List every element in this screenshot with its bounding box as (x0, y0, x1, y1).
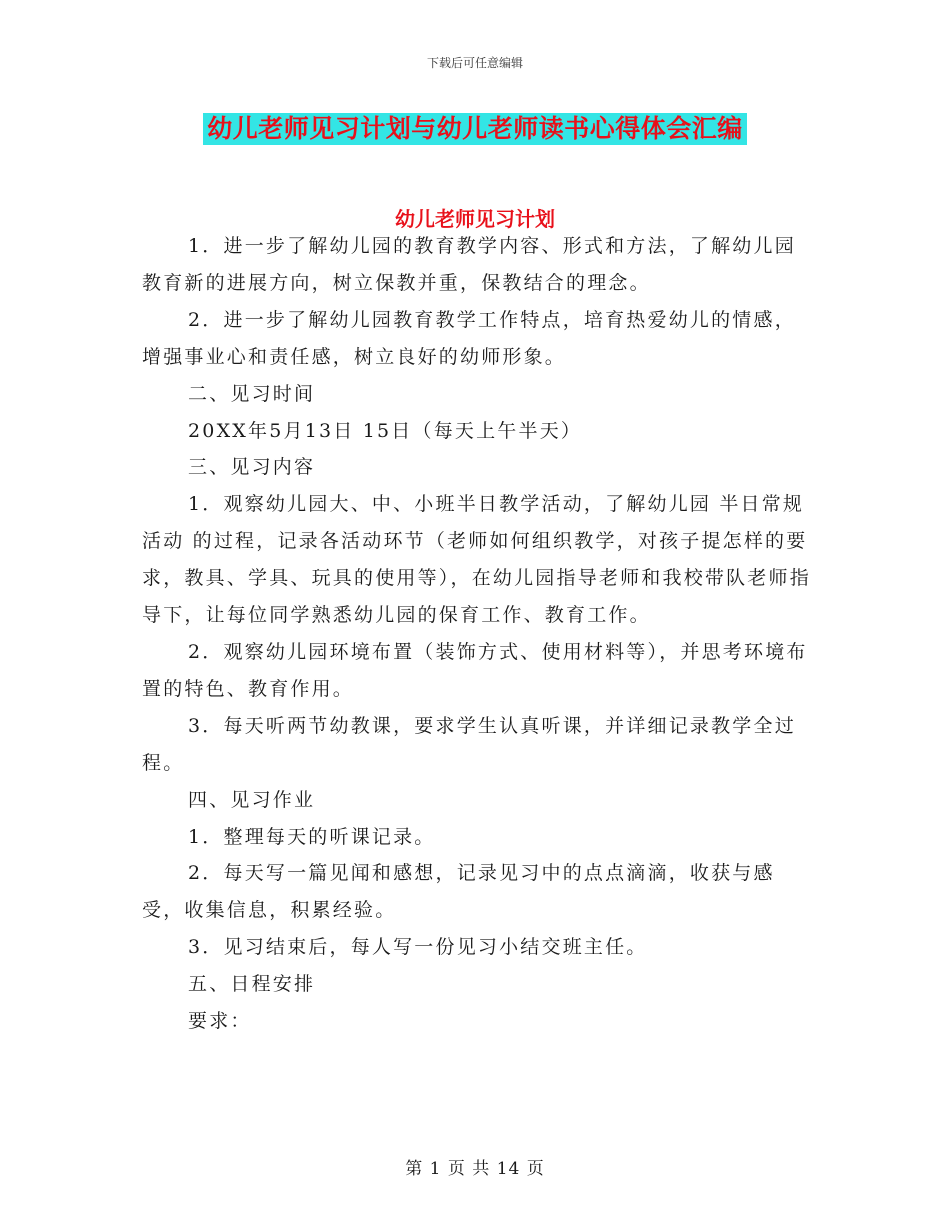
document-title (0, 113, 950, 145)
section-heading: 五、日程安排 (188, 973, 316, 996)
document-title-text: 幼儿老师见习计划与幼儿老师读书心得体会汇编 (203, 113, 747, 145)
header-note: 下载后可任意编辑 (426, 56, 523, 70)
paragraph: 1．整理每天的听课记录。 (188, 825, 436, 848)
document-body (142, 228, 814, 1040)
section-heading: 三、见习内容 (188, 456, 316, 479)
paragraph: 1．进一步了解幼儿园的教育教学内容、形式和方法，了解幼儿园教育新的进展方向，树立保教并重，保教结合的理念。 (142, 235, 796, 294)
section-heading: 二、见习时间 (188, 382, 316, 405)
section-heading: 四、见习作业 (188, 788, 316, 811)
paragraph: 2．进一步了解幼儿园教育教学工作特点，培育热爱幼儿的情感，增强事业心和责任感，树立良好的幼师形象。 (142, 308, 796, 368)
paragraph: 3．见习结束后，每人写一份见习小结交班主任。 (188, 936, 648, 959)
paragraph: 20XX年5月13日 15日（每天上午半天） (188, 419, 583, 442)
page-footer: 第 1 页 共 14 页 (405, 1159, 545, 1179)
paragraph: 2．每天写一篇见闻和感想，记录见习中的点点滴滴，收获与感受，收集信息，积累经验。 (142, 862, 775, 922)
paragraph: 1．观察幼儿园大、中、小班半日教学活动，了解幼儿园 半日常规活动 的过程，记录各活动环节（老师如何组织教学，对孩子提怎样的要求，教具、学具、玩具的使用等），在幼儿园指导老师和我校带队老师指导下，让每位同学熟悉幼儿园的保育工作、教育工作。 (142, 493, 811, 627)
section-title: 幼儿老师见习计划 (395, 207, 555, 231)
paragraph: 要求： (188, 1010, 252, 1033)
paragraph: 2．观察幼儿园环境布置（装饰方式、使用材料等），并思考环境布置的特色、教育作用。 (142, 640, 808, 700)
paragraph: 3．每天听两节幼教课，要求学生认真听课，并详细记录教学全过程。 (142, 714, 796, 774)
